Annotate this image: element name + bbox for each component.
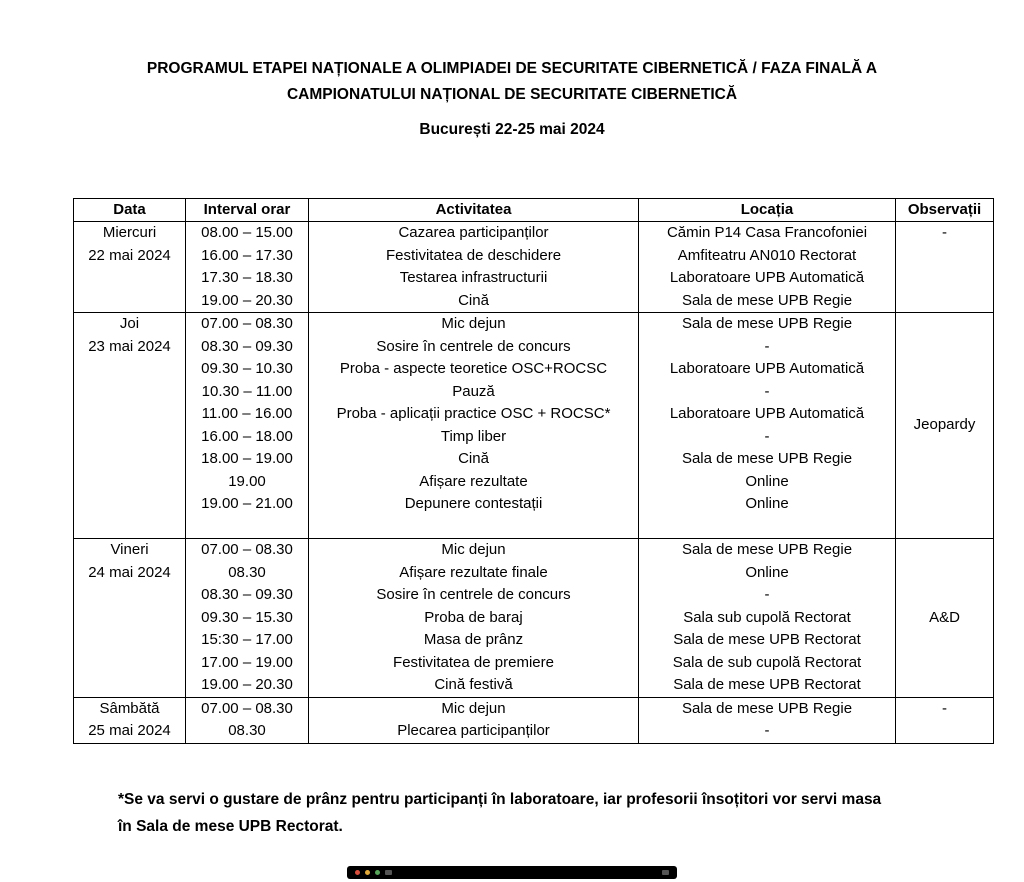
location-cell: Cămin P14 Casa Francofoniei: [639, 222, 896, 245]
column-header-data: Data: [74, 199, 186, 222]
toolbar-green-dot-icon[interactable]: [375, 870, 380, 875]
schedule-row: [74, 584, 994, 607]
schedule-row: [74, 381, 994, 404]
time-cell: 16.00 – 18.00: [186, 426, 309, 449]
day-group: [74, 313, 994, 539]
title-line-2: CAMPIONATULUI NAȚIONAL DE SECURITATE CIBERNETICĂ: [286, 86, 738, 103]
schedule-row: [74, 426, 994, 449]
activity-cell: Mic dejun: [309, 539, 639, 562]
activity-cell: Afișare rezultate: [309, 471, 639, 494]
location-cell: -: [639, 720, 896, 743]
location-cell: -: [639, 336, 896, 359]
observation-cell: Jeopardy: [896, 313, 994, 539]
schedule-table: [73, 198, 994, 744]
location-cell: Sala de mese UPB Rectorat: [639, 629, 896, 652]
time-cell: 16.00 – 17.30: [186, 245, 309, 268]
day-date: 25 mai 2024: [88, 722, 171, 739]
location-cell: Sala de mese UPB Regie: [639, 539, 896, 562]
location-cell: Online: [639, 562, 896, 585]
location-cell: -: [639, 426, 896, 449]
day-group: [74, 539, 994, 698]
schedule-row: [74, 471, 994, 494]
activity-cell: Proba de baraj: [309, 607, 639, 630]
time-cell: 10.30 – 11.00: [186, 381, 309, 404]
time-cell: 11.00 – 16.00: [186, 403, 309, 426]
time-cell: 07.00 – 08.30: [186, 539, 309, 562]
day-name: Sâmbătă: [99, 699, 160, 717]
footnote-line-2: în Sala de mese UPB Rectorat.: [118, 817, 343, 835]
activity-cell: Masa de prânz: [309, 629, 639, 652]
document-subtitle: București 22-25 mai 2024: [419, 121, 605, 138]
schedule-row: [74, 336, 994, 359]
activity-cell: Mic dejun: [309, 697, 639, 720]
day-name: Miercuri: [102, 224, 157, 241]
schedule-row: [74, 516, 994, 539]
activity-cell: Sosire în centrele de concurs: [309, 336, 639, 359]
time-cell: 08.30 – 09.30: [186, 336, 309, 359]
schedule-row: [74, 652, 994, 675]
observation-cell: -: [896, 697, 994, 743]
schedule-row: [74, 697, 994, 720]
footnote-line-1: *Se va servi o gustare de prânz pentru participanți în laboratoare, iar profesorii însoțitori vor servi masa: [118, 790, 882, 808]
time-cell: 08.30 – 09.30: [186, 584, 309, 607]
time-cell: 08.30: [186, 562, 309, 585]
schedule-row: [74, 629, 994, 652]
column-header-interval: Interval orar: [186, 199, 309, 222]
time-cell: 19.00 – 21.00: [186, 493, 309, 516]
location-cell: Sala de mese UPB Rectorat: [639, 674, 896, 697]
day-name: Vineri: [110, 541, 149, 558]
bottom-toolbar[interactable]: [347, 866, 677, 879]
document-title: [0, 0, 1024, 108]
day-name: Joi: [119, 315, 140, 332]
column-header-locatie: Locația: [639, 199, 896, 222]
time-cell: 19.00: [186, 471, 309, 494]
schedule-row: [74, 720, 994, 743]
activity-cell: Cină festivă: [309, 674, 639, 697]
schedule-row: [74, 607, 994, 630]
column-header-activitate: Activitatea: [309, 199, 639, 222]
column-header-observatii: Observații: [896, 199, 994, 222]
time-cell: 08.30: [186, 720, 309, 743]
toolbar-yellow-dot-icon[interactable]: [365, 870, 370, 875]
location-cell: Sala de mese UPB Regie: [639, 290, 896, 313]
location-cell: Online: [639, 493, 896, 516]
toolbar-glyph-icon[interactable]: [662, 870, 669, 875]
schedule-row: [74, 403, 994, 426]
table-header: [74, 199, 994, 222]
day-date: 24 mai 2024: [88, 563, 171, 581]
time-cell: 07.00 – 08.30: [186, 313, 309, 336]
location-cell: Laboratoare UPB Automatică: [639, 403, 896, 426]
location-cell: Sala de mese UPB Regie: [639, 313, 896, 336]
time-cell: 19.00 – 20.30: [186, 674, 309, 697]
activity-cell: Sosire în centrele de concurs: [309, 584, 639, 607]
time-cell: 08.00 – 15.00: [186, 222, 309, 245]
time-cell: 07.00 – 08.30: [186, 697, 309, 720]
activity-cell: Cazarea participanților: [309, 222, 639, 245]
location-cell: Online: [639, 471, 896, 494]
time-cell: 17.00 – 19.00: [186, 652, 309, 675]
activity-cell: Pauză: [309, 381, 639, 404]
day-date: 23 mai 2024: [88, 337, 171, 355]
date-cell: [74, 539, 186, 698]
day-date: 22 mai 2024: [88, 246, 171, 264]
table-header-row: [74, 199, 994, 222]
location-cell: Amfiteatru AN010 Rectorat: [639, 245, 896, 268]
schedule-row: [74, 245, 994, 268]
schedule-row: [74, 493, 994, 516]
schedule-row: [74, 267, 994, 290]
schedule-row: [74, 448, 994, 471]
location-cell: Laboratoare UPB Automatică: [639, 267, 896, 290]
observation-cell: A&D: [896, 539, 994, 698]
time-cell: 17.30 – 18.30: [186, 267, 309, 290]
schedule-row: [74, 290, 994, 313]
location-cell: Laboratoare UPB Automatică: [639, 358, 896, 381]
activity-cell: [309, 516, 639, 539]
activity-cell: Cină: [309, 448, 639, 471]
activity-cell: Festivitatea de premiere: [309, 652, 639, 675]
day-group: [74, 697, 994, 743]
time-cell: [186, 516, 309, 539]
activity-cell: Testarea infrastructurii: [309, 267, 639, 290]
activity-cell: Proba - aplicații practice OSC + ROCSC*: [309, 403, 639, 426]
location-cell: -: [639, 381, 896, 404]
time-cell: 19.00 – 20.30: [186, 290, 309, 313]
toolbar-glyph-icon[interactable]: [385, 870, 392, 875]
time-cell: 15:30 – 17.00: [186, 629, 309, 652]
observation-cell: -: [896, 222, 994, 313]
location-cell: Sala sub cupolă Rectorat: [639, 607, 896, 630]
location-cell: [639, 516, 896, 539]
activity-cell: Cină: [309, 290, 639, 313]
title-line-1: PROGRAMUL ETAPEI NAȚIONALE A OLIMPIADEI DE SECURITATE CIBERNETICĂ / FAZA FINALĂ A: [146, 60, 878, 77]
activity-cell: Timp liber: [309, 426, 639, 449]
activity-cell: Depunere contestații: [309, 493, 639, 516]
location-cell: Sala de sub cupolă Rectorat: [639, 652, 896, 675]
date-cell: [74, 313, 186, 539]
schedule-row: [74, 222, 994, 245]
date-cell: [74, 697, 186, 743]
schedule-row: [74, 674, 994, 697]
location-cell: Sala de mese UPB Regie: [639, 697, 896, 720]
activity-cell: Proba - aspecte teoretice OSC+ROCSC: [309, 358, 639, 381]
time-cell: 09.30 – 15.30: [186, 607, 309, 630]
activity-cell: Afișare rezultate finale: [309, 562, 639, 585]
schedule-row: [74, 562, 994, 585]
time-cell: 18.00 – 19.00: [186, 448, 309, 471]
location-cell: Sala de mese UPB Regie: [639, 448, 896, 471]
date-cell: [74, 222, 186, 313]
activity-cell: Festivitatea de deschidere: [309, 245, 639, 268]
footnote: [118, 786, 918, 840]
schedule-row: [74, 358, 994, 381]
toolbar-red-dot-icon[interactable]: [355, 870, 360, 875]
day-group: [74, 222, 994, 313]
schedule-row: [74, 313, 994, 336]
schedule-row: [74, 539, 994, 562]
location-cell: -: [639, 584, 896, 607]
activity-cell: Plecarea participanților: [309, 720, 639, 743]
time-cell: 09.30 – 10.30: [186, 358, 309, 381]
activity-cell: Mic dejun: [309, 313, 639, 336]
